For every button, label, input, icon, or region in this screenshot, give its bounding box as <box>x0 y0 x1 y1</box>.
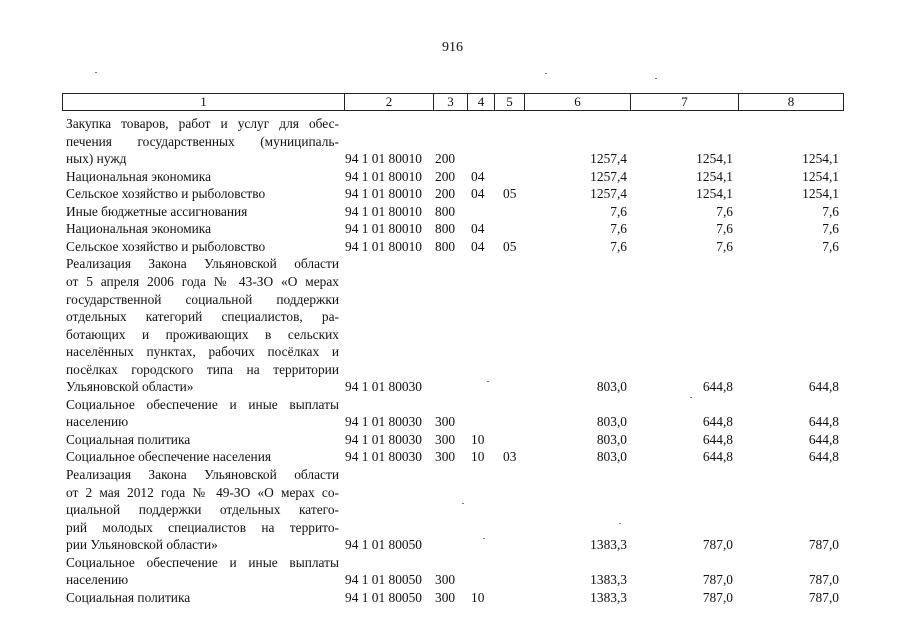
subsection-cell: 03 <box>503 449 517 465</box>
description-cell: от 5 апреля 2006 года № 43-ЗО «О мерах <box>66 273 339 289</box>
header-col-6: 6 <box>525 94 631 110</box>
budget-code-cell: 94 1 01 80010 <box>345 151 422 167</box>
amount-col8-cell: 644,8 <box>808 431 839 447</box>
scan-speck <box>690 397 692 398</box>
expense-type-cell: 200 <box>435 186 456 202</box>
amount-col8-cell: 644,8 <box>808 379 839 395</box>
table-row <box>0 273 905 290</box>
amount-col8-cell: 1254,1 <box>802 168 839 184</box>
table-row <box>0 519 905 536</box>
amount-col7-cell: 7,6 <box>716 238 733 254</box>
amount-col7-cell: 1254,1 <box>696 186 733 202</box>
amount-col8-cell: 787,0 <box>808 572 839 588</box>
amount-col7-cell: 644,8 <box>702 414 733 430</box>
description-cell: Реализация Закона Ульяновской области <box>66 467 339 482</box>
budget-code-cell: 94 1 01 80030 <box>345 449 422 465</box>
amount-col8-cell: 1254,1 <box>802 151 839 167</box>
description-cell: посёлках городского типа на территории <box>66 361 339 377</box>
table-row <box>0 150 905 167</box>
expense-type-cell: 800 <box>435 203 456 219</box>
description-cell: Закупка товаров, работ и услуг для обес- <box>66 116 339 131</box>
section-cell: 04 <box>471 238 485 254</box>
description-cell: циальной поддержки отдельных катего- <box>66 502 339 518</box>
table-row <box>0 203 905 220</box>
table-row <box>0 326 905 343</box>
subsection-cell: 05 <box>503 238 517 254</box>
table-row <box>0 220 905 237</box>
amount-col7-cell: 787,0 <box>702 589 733 605</box>
amount-col7-cell: 644,8 <box>702 379 733 395</box>
table-row <box>0 238 905 255</box>
budget-code-cell: 94 1 01 80050 <box>345 572 422 588</box>
amount-col7-cell: 787,0 <box>702 537 733 553</box>
description-cell: населению <box>66 414 129 430</box>
budget-code-cell: 94 1 01 80030 <box>345 414 422 430</box>
subsection-cell: 05 <box>503 186 517 202</box>
table-row <box>0 554 905 571</box>
description-cell: Реализация Закона Ульяновской области <box>66 256 339 272</box>
amount-col6-cell: 1383,3 <box>590 589 627 605</box>
amount-col6-cell: 7,6 <box>610 238 627 254</box>
description-cell: Национальная экономика <box>66 168 212 184</box>
description-cell: Социальная политика <box>66 589 191 605</box>
budget-code-cell: 94 1 01 80010 <box>345 186 422 202</box>
expense-type-cell: 800 <box>435 221 456 237</box>
amount-col7-cell: 7,6 <box>716 203 733 219</box>
amount-col7-cell: 644,8 <box>702 431 733 447</box>
table-row <box>0 501 905 518</box>
amount-col7-cell: 644,8 <box>702 449 733 465</box>
budget-code-cell: 94 1 01 80010 <box>345 168 422 184</box>
budget-code-cell: 94 1 01 80010 <box>345 203 422 219</box>
amount-col6-cell: 1383,3 <box>590 537 627 553</box>
description-cell: населению <box>66 572 129 588</box>
description-cell: государственной социальной поддержки <box>66 291 339 307</box>
expense-type-cell: 300 <box>435 589 456 605</box>
amount-col8-cell: 787,0 <box>808 589 839 605</box>
table-row <box>0 536 905 553</box>
description-cell: от 2 мая 2012 года № 49-ЗО «О мерах со- <box>66 484 339 500</box>
table-row <box>0 413 905 430</box>
table-row <box>0 484 905 501</box>
scan-speck <box>462 503 464 504</box>
table-row <box>0 431 905 448</box>
scan-speck <box>487 381 489 382</box>
table-row <box>0 396 905 413</box>
description-cell: населённых пунктах, рабочих посёлках и <box>66 344 339 360</box>
amount-col8-cell: 7,6 <box>822 221 839 237</box>
description-cell: Ульяновской области» <box>66 379 194 395</box>
table-row <box>0 133 905 150</box>
amount-col6-cell: 1257,4 <box>590 151 627 167</box>
expense-type-cell: 200 <box>435 168 456 184</box>
amount-col8-cell: 7,6 <box>822 203 839 219</box>
amount-col8-cell: 644,8 <box>808 449 839 465</box>
section-cell: 10 <box>471 431 485 447</box>
amount-col6-cell: 7,6 <box>610 221 627 237</box>
description-cell: Сельское хозяйство и рыболовство <box>66 238 266 254</box>
budget-code-cell: 94 1 01 80050 <box>345 589 422 605</box>
table-row <box>0 343 905 360</box>
expense-type-cell: 800 <box>435 238 456 254</box>
header-col-1: 1 <box>63 94 345 110</box>
table-row <box>0 378 905 395</box>
amount-col8-cell: 787,0 <box>808 537 839 553</box>
table-row <box>0 185 905 202</box>
amount-col7-cell: 7,6 <box>716 221 733 237</box>
amount-col8-cell: 1254,1 <box>802 186 839 202</box>
description-cell: Сельское хозяйство и рыболовство <box>66 186 266 202</box>
expense-type-cell: 300 <box>435 449 456 465</box>
header-col-8: 8 <box>787 94 795 109</box>
page-number: 916 <box>442 40 463 55</box>
amount-col7-cell: 787,0 <box>702 572 733 588</box>
description-cell: ботающих и проживающих в сельских <box>66 326 339 342</box>
table-row <box>0 466 905 483</box>
section-cell: 10 <box>471 449 485 465</box>
amount-col7-cell: 1254,1 <box>696 151 733 167</box>
amount-col6-cell: 1257,4 <box>590 186 627 202</box>
scan-speck <box>545 73 547 74</box>
description-cell: отдельных категорий специалистов, ра- <box>66 309 339 325</box>
amount-col8-cell: 644,8 <box>808 414 839 430</box>
amount-col6-cell: 803,0 <box>596 449 627 465</box>
description-cell: рий молодых специалистов на террито- <box>66 519 339 535</box>
budget-code-cell: 94 1 01 80010 <box>345 221 422 237</box>
description-cell: Социальное обеспечение и иные выплаты <box>66 396 339 412</box>
header-col-5: 5 <box>495 94 525 110</box>
expense-type-cell: 300 <box>435 572 456 588</box>
scan-speck <box>655 78 657 79</box>
expense-type-cell: 300 <box>435 431 456 447</box>
description-cell: Национальная экономика <box>66 221 212 237</box>
section-cell: 10 <box>471 589 485 605</box>
description-cell: Иные бюджетные ассигнования <box>66 203 248 219</box>
table-header <box>62 93 844 111</box>
expense-type-cell: 300 <box>435 414 456 430</box>
amount-col6-cell: 7,6 <box>610 203 627 219</box>
table-row <box>0 448 905 465</box>
amount-col6-cell: 803,0 <box>596 379 627 395</box>
budget-code-cell: 94 1 01 80050 <box>345 537 422 553</box>
scan-speck <box>619 523 621 524</box>
description-cell: Социальное обеспечение населения <box>66 449 272 465</box>
scan-speck <box>483 538 485 539</box>
amount-col6-cell: 1383,3 <box>590 572 627 588</box>
header-col-4: 4 <box>468 94 495 110</box>
table-row <box>0 308 905 325</box>
scan-speck <box>95 72 97 73</box>
table-row <box>0 291 905 308</box>
section-cell: 04 <box>471 186 485 202</box>
amount-col8-cell: 7,6 <box>822 238 839 254</box>
description-cell: Социальная политика <box>66 431 191 447</box>
table-row <box>0 168 905 185</box>
amount-col6-cell: 803,0 <box>596 414 627 430</box>
budget-code-cell: 94 1 01 80030 <box>345 379 422 395</box>
budget-code-cell: 94 1 01 80030 <box>345 431 422 447</box>
table-row <box>0 571 905 588</box>
description-cell: рии Ульяновской области» <box>66 537 218 553</box>
amount-col7-cell: 1254,1 <box>696 168 733 184</box>
header-col-2: 2 <box>345 94 434 110</box>
header-col-7: 7 <box>631 94 739 110</box>
expense-type-cell: 200 <box>435 151 456 167</box>
description-cell: печения государственных (муниципаль- <box>66 133 339 149</box>
table-row <box>0 361 905 378</box>
table-row <box>0 589 905 606</box>
budget-code-cell: 94 1 01 80010 <box>345 238 422 254</box>
amount-col6-cell: 803,0 <box>596 431 627 447</box>
amount-col6-cell: 1257,4 <box>590 168 627 184</box>
table-row <box>0 255 905 272</box>
description-cell: ных) нужд <box>66 151 127 167</box>
description-cell: Социальное обеспечение и иные выплаты <box>66 554 339 570</box>
section-cell: 04 <box>471 221 485 237</box>
header-col-3: 3 <box>434 94 468 110</box>
table-row <box>0 115 905 132</box>
section-cell: 04 <box>471 168 485 184</box>
